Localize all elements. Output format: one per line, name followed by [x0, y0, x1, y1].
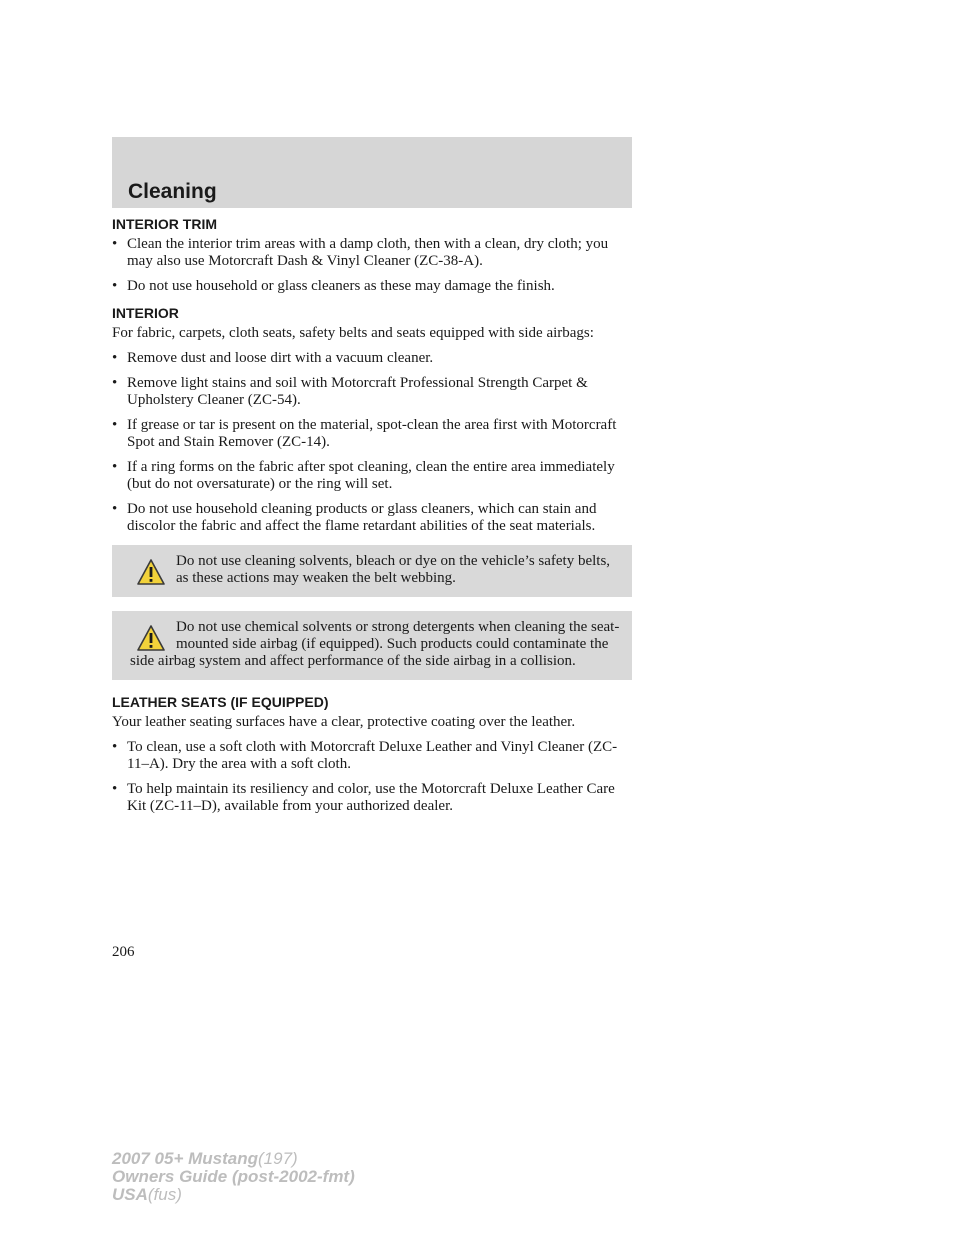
- list-item: [112, 501, 632, 535]
- bullet-glyph: •: [112, 781, 118, 797]
- footer-line-1: [112, 1150, 355, 1168]
- footer-market: USA: [112, 1185, 148, 1204]
- warning-triangle-icon: [136, 623, 166, 653]
- bullet-glyph: •: [112, 739, 118, 755]
- bullet-glyph: •: [112, 278, 118, 294]
- list-item: [112, 350, 632, 367]
- bullet-glyph: •: [112, 459, 118, 475]
- bullet-list: [112, 236, 632, 295]
- list-item-text: Remove dust and loose dirt with a vacuum cleaner.: [127, 350, 434, 366]
- list-item-text: If a ring forms on the fabric after spot cleaning, clean the entire area immediately (but do not oversaturate) or the ring will set.: [127, 459, 615, 492]
- section-title: Cleaning: [128, 180, 217, 203]
- bullet-glyph: •: [112, 375, 118, 391]
- interior-intro: For fabric, carpets, cloth seats, safety belts and seats equipped with side airbags:: [112, 325, 594, 341]
- bullet-list: [112, 739, 632, 815]
- footer-guide: Owners Guide (post-2002-fmt): [112, 1167, 355, 1186]
- bullet-glyph: •: [112, 417, 118, 433]
- footer-line-2: [112, 1168, 355, 1186]
- list-item: [112, 459, 632, 493]
- list-item-text: To clean, use a soft cloth with Motorcraft Deluxe Leather and Vinyl Cleaner (ZC-11–A). Dry the area with a soft cloth.: [127, 739, 618, 772]
- list-item-text: To help maintain its resiliency and color, use the Motorcraft Deluxe Leather Care Kit (ZC-11–D), available from your authorized dealer.: [127, 781, 615, 814]
- section-header-band: [112, 137, 632, 208]
- heading-leather-seats: LEATHER SEATS (IF EQUIPPED): [112, 694, 329, 710]
- warning-text: Do not use chemical solvents or strong detergents when cleaning the seat-mounted side airbag (if equipped). Such products could contaminate the side airbag system and affect performance of the side airbag in a collision.: [130, 619, 620, 669]
- heading-interior-trim: INTERIOR TRIM: [112, 216, 217, 232]
- list-item: [112, 739, 632, 773]
- list-item: [112, 236, 632, 270]
- leather-intro: Your leather seating surfaces have a clear, protective coating over the leather.: [112, 714, 576, 730]
- footer-market-code: (fus): [147, 1185, 182, 1204]
- list-item-text: Remove light stains and soil with Motorcraft Professional Strength Carpet & Upholstery Cleaner (ZC-54).: [127, 375, 588, 408]
- warning-text: Do not use cleaning solvents, bleach or dye on the vehicle’s safety belts, as these actions may weaken the belt webbing.: [176, 553, 611, 586]
- list-item: [112, 375, 632, 409]
- list-item: [112, 781, 632, 815]
- section-interior-trim: [112, 216, 632, 295]
- bullet-glyph: •: [112, 501, 118, 517]
- warning-triangle-icon: [136, 557, 166, 587]
- bullet-glyph: •: [112, 236, 118, 252]
- heading-interior: INTERIOR: [112, 305, 179, 321]
- bullet-list: [112, 350, 632, 535]
- list-item: [112, 417, 632, 451]
- list-item: [112, 278, 632, 295]
- footer-model-code: (197): [258, 1149, 298, 1168]
- list-item-text: Do not use household cleaning products or glass cleaners, which can stain and discolor the fabric and affect the flame retardant abilities of the seat materials.: [127, 501, 597, 534]
- warning-box-safety-belts: [112, 545, 632, 597]
- bullet-glyph: •: [112, 350, 118, 366]
- document-footer: [112, 1150, 355, 1204]
- section-leather-seats: [112, 694, 632, 815]
- footer-model: 2007 05+ Mustang: [112, 1149, 258, 1168]
- list-item-text: Do not use household or glass cleaners as these may damage the finish.: [127, 278, 555, 294]
- page-content: [112, 216, 632, 825]
- page-number: 206: [112, 944, 135, 960]
- list-item-text: Clean the interior trim areas with a damp cloth, then with a clean, dry cloth; you may also use Motorcraft Dash & Vinyl Cleaner (ZC-38-A).: [127, 236, 609, 269]
- warning-box-side-airbag: [112, 611, 632, 680]
- footer-line-3: [112, 1186, 355, 1204]
- list-item-text: If grease or tar is present on the material, spot-clean the area first with Motorcraft Spot and Stain Remover (ZC-14).: [127, 417, 617, 450]
- section-interior: [112, 305, 632, 680]
